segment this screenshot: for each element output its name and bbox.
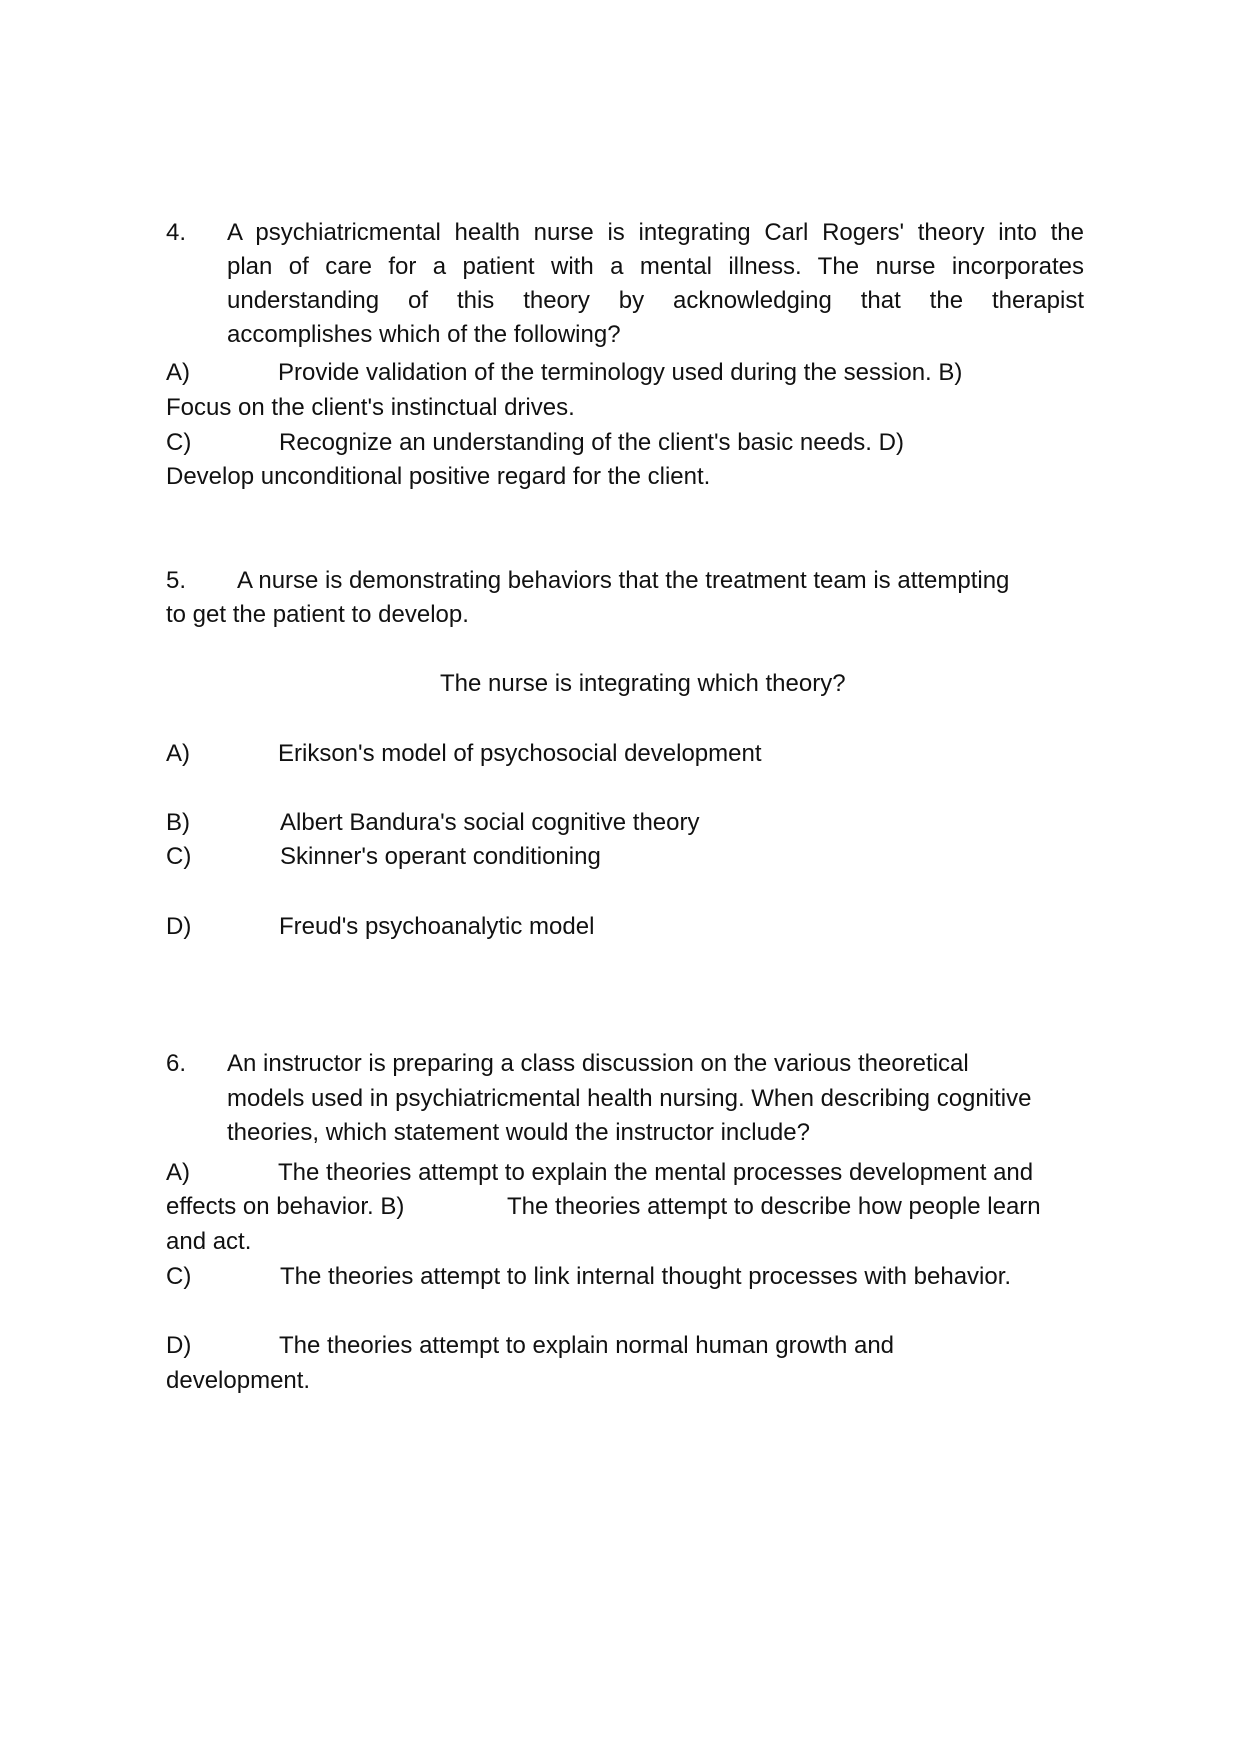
question-stem-line: A psychiatricmental health nurse is integrating Carl Rogers' theory into the	[227, 219, 1084, 246]
option-text: Provide validation of the terminology used during the session. B)	[278, 359, 963, 386]
option-label: A)	[166, 359, 190, 386]
option-text: Skinner's operant conditioning	[280, 843, 601, 870]
option-label: C)	[166, 429, 192, 456]
option-label: C)	[166, 1263, 192, 1290]
option-text: development.	[166, 1367, 311, 1394]
question-stem-line: plan of care for a patient with a mental illness. The nurse incorporates	[227, 253, 1084, 280]
question-stem-line: An instructor is preparing a class discussion on the various theoretical	[227, 1050, 969, 1077]
question-stem-line: models used in psychiatricmental health nursing. When describing cognitive	[227, 1085, 1032, 1112]
option-label: D)	[166, 1332, 192, 1359]
option-text: and act.	[166, 1228, 252, 1255]
question-stem-line: to get the patient to develop.	[166, 601, 469, 628]
question-stem-line: A nurse is demonstrating behaviors that the treatment team is attempting	[237, 567, 1010, 594]
option-text: The theories attempt to link internal thought processes with behavior.	[280, 1263, 1012, 1290]
question-stem-line: theories, which statement would the instructor include?	[227, 1119, 810, 1146]
question-stem-line: accomplishes which of the following?	[227, 321, 621, 348]
option-text: Recognize an understanding of the client's basic needs. D)	[279, 429, 904, 456]
option-text: The theories attempt to explain the mental processes development and	[278, 1159, 1034, 1186]
option-label: A)	[166, 1159, 190, 1186]
option-text: Albert Bandura's social cognitive theory	[280, 809, 700, 836]
option-text: Develop unconditional positive regard for the client.	[166, 463, 711, 490]
option-text: The theories attempt to describe how people learn	[507, 1193, 1041, 1220]
option-label: B)	[166, 809, 190, 836]
option-label: C)	[166, 843, 192, 870]
option-text: Freud's psychoanalytic model	[279, 913, 595, 940]
question-number: 4.	[166, 219, 187, 246]
question-number: 5.	[166, 567, 187, 594]
option-text: Focus on the client's instinctual drives.	[166, 394, 575, 421]
question-number: 6.	[166, 1050, 187, 1077]
option-label: A)	[166, 740, 190, 767]
option-text: effects on behavior. B)	[166, 1193, 405, 1220]
option-text: Erikson's model of psychosocial development	[278, 740, 762, 767]
option-text: The theories attempt to explain normal human growth and	[279, 1332, 895, 1359]
option-label: D)	[166, 913, 192, 940]
question-prompt: The nurse is integrating which theory?	[440, 670, 846, 697]
question-stem-line: understanding of this theory by acknowledging that the therapist	[227, 287, 1084, 314]
